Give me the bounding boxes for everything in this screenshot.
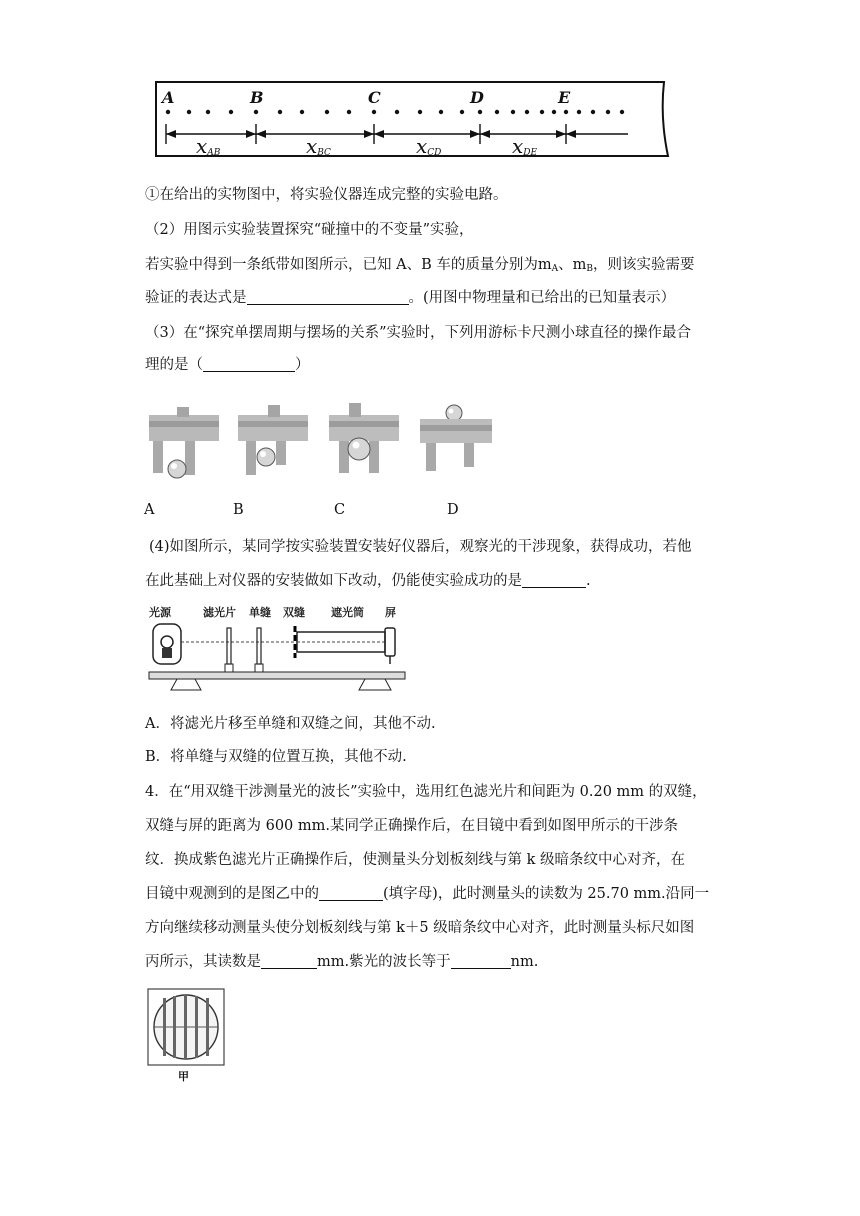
p4-line2: 双缝与屏的距离为 600 mm.某同学正确操作后，在目镜中看到如图甲所示的干涉条 [145, 818, 678, 834]
caliper-photo-d [420, 403, 496, 485]
p4-line3: 纹．换成紫色滤光片正确操作后，使测量头分划板刻线与第 k 级暗条纹中心对齐，在 [145, 852, 686, 868]
p4-line5: 方向继续移动测量头使分划板刻线与第 k＋5 级暗条纹中心对齐，此时测量头标尺如图 [145, 920, 695, 936]
q4-option-a: A．将滤光片移至单缝和双缝之间，其他不动. [145, 716, 436, 732]
q2-line3: 验证的表达式是 。(用图中物理量和已给出的已知量表示） [145, 290, 676, 306]
tape-point-label: E [558, 88, 571, 107]
segment-label-de: $x_{DE}$ [512, 134, 538, 158]
q1-text: ①在给出的实物图中，将实验仪器连成完整的实验电路。 [145, 187, 508, 203]
caliper-photo-a [149, 403, 225, 485]
tape-point-label: A [162, 88, 175, 107]
label-light-tube: 遮光筒 [331, 606, 364, 619]
q3-line2: 理的是（ ） [145, 357, 310, 373]
fringe-figure [147, 988, 225, 1066]
answer-blank[interactable] [261, 954, 317, 969]
label-light-source: 光源 [149, 606, 171, 619]
q3-heading: （3）在“探究单摆周期与摆场的关系”实验时，下列用游标卡尺测小球直径的操作最合 [145, 325, 692, 341]
answer-blank[interactable] [522, 573, 586, 588]
segment-label-bc: $x_{BC}$ [306, 134, 331, 158]
p4-line4: 目镜中观测到的是图乙中的 (填字母)，此时测量头的读数为 25.70 mm.沿同一 [145, 886, 710, 902]
caliper-photo-b [238, 403, 314, 485]
label-single-slit: 单缝 [249, 606, 271, 619]
answer-blank[interactable] [451, 954, 511, 969]
answer-blank[interactable] [247, 290, 409, 305]
tape-point-label: B [250, 88, 264, 107]
p4-line1: 4．在“用双缝干涉测量光的波长”实验中，选用红色滤光片和间距为 0.20 mm 的双缝， [145, 784, 707, 800]
q4-heading: (4)如图所示，某同学按实验装置安装好仪器后，观察光的干涉现象，获得成功，若他 [149, 539, 692, 555]
label-filter: 滤光片 [203, 606, 236, 619]
p4-line6: 丙所示，其读数是 mm.紫光的波长等于 nm. [145, 954, 539, 970]
option-label-d: D [447, 502, 459, 518]
label-screen: 屏 [385, 606, 396, 619]
option-label-c: C [334, 502, 346, 518]
q4-line2: 在此基础上对仪器的安装做如下改动，仍能使实验成功的是 . [145, 573, 591, 589]
segment-label-cd: $x_{CD}$ [416, 134, 442, 158]
paper-tape-drawing [152, 78, 672, 160]
paper-tape-figure [152, 78, 672, 160]
tape-point-label: C [368, 88, 381, 107]
q2-line2: 若实验中得到一条纸带如图所示，已知 A、B 车的质量分别为$m_A$、$m_B$，则该实验需要 [145, 257, 695, 274]
tape-point-label: D [470, 88, 484, 107]
q2-heading: （2）用图示实验装置探究“碰撞中的不变量”实验， [145, 222, 474, 238]
segment-label-ab: $x_{AB}$ [196, 134, 221, 158]
interference-apparatus-diagram [145, 604, 410, 696]
answer-blank[interactable] [203, 357, 295, 372]
fringe-figure-caption: 甲 [178, 1070, 189, 1083]
label-double-slit: 双缝 [283, 606, 305, 619]
caliper-photo-c [329, 403, 405, 485]
q4-option-b: B．将单缝与双缝的位置互换，其他不动. [145, 749, 407, 765]
option-label-a: A [144, 502, 155, 518]
option-label-b: B [233, 502, 244, 518]
answer-blank[interactable] [319, 886, 383, 901]
